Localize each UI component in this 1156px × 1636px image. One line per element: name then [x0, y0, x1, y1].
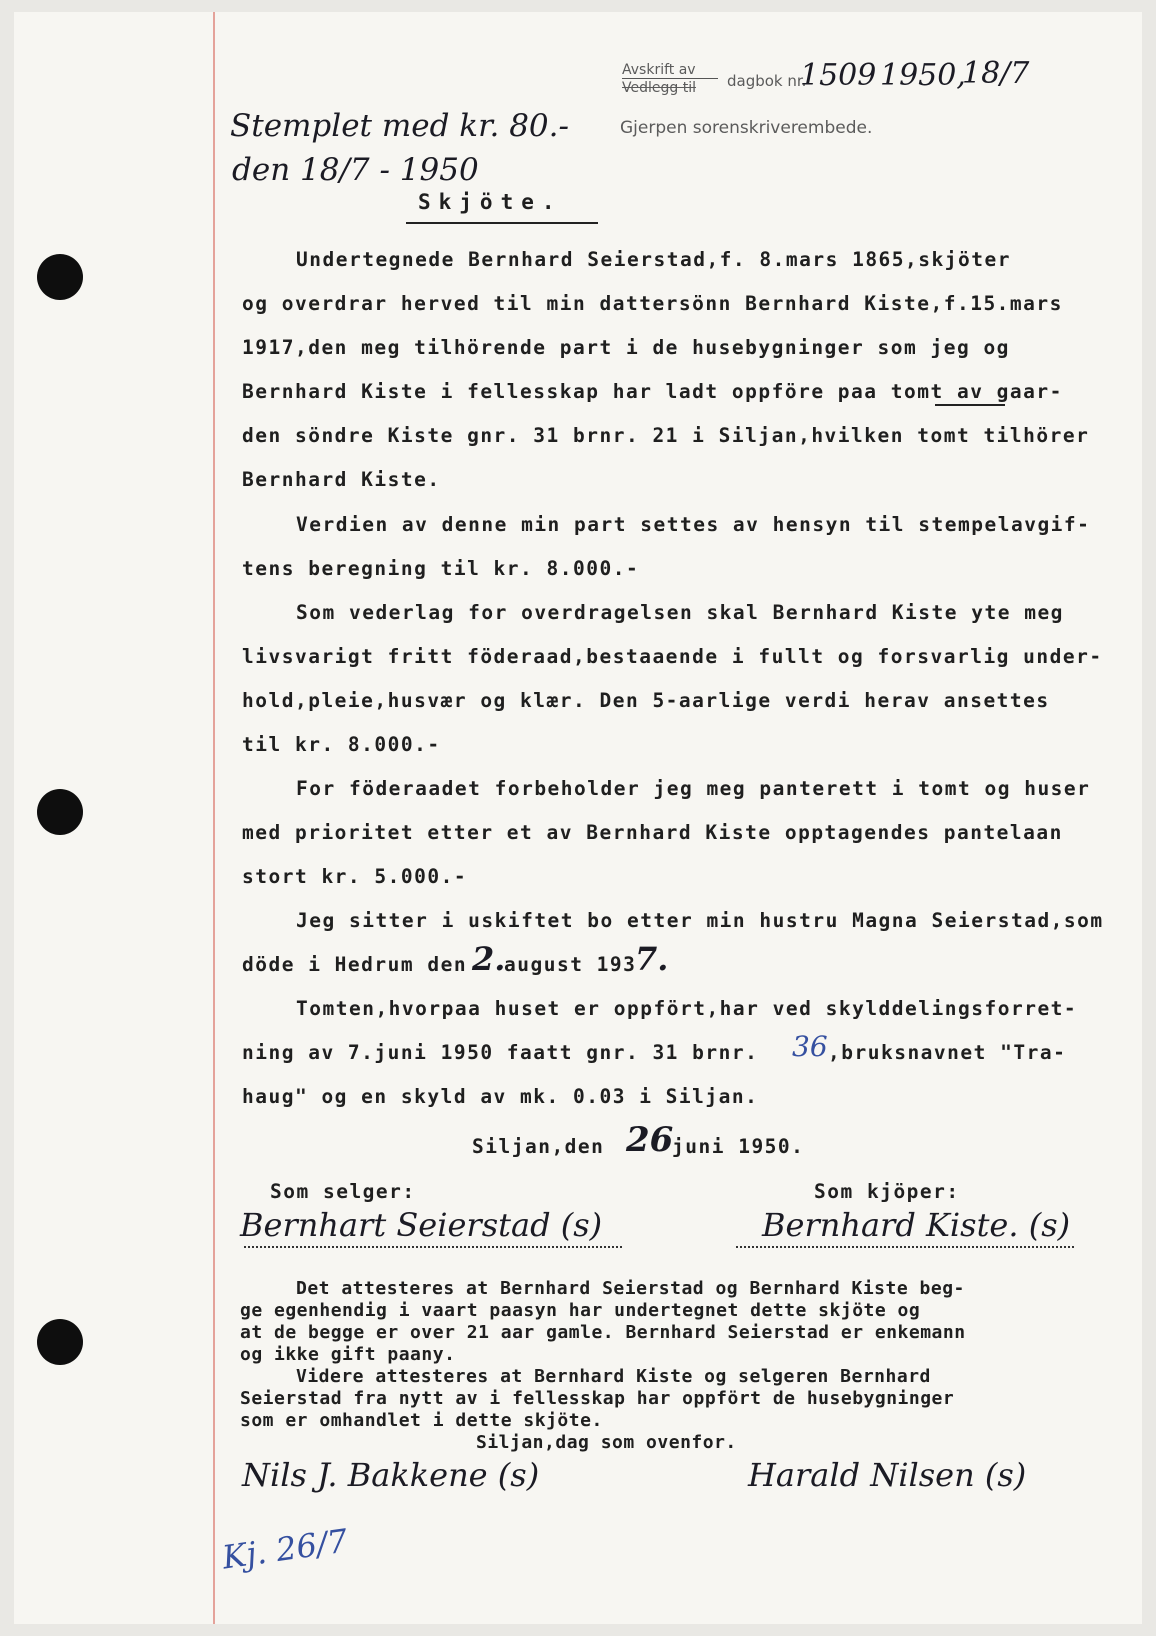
stamp-note-line1: Stemplet med kr. 80.-	[230, 108, 569, 144]
body-line: og overdrar herved til min dattersönn Bernhard Kiste,f.15.mars	[242, 292, 1063, 315]
attest-line: ge egenhendig i vaart paasyn har undertegnet dette skjöte og	[240, 1300, 921, 1321]
attest-line: at de begge er over 21 aar gamle. Bernhard Seierstad er enkemann	[240, 1322, 966, 1343]
stamp-avskrift: Avskrift av	[622, 62, 696, 78]
body-line: den söndre Kiste gnr. 31 brnr. 21 i Siljan,hvilken tomt tilhörer	[242, 424, 1090, 447]
stamp-dagbok-number: 1509	[800, 58, 877, 93]
body-line: hold,pleie,husvær og klær. Den 5-aarlige verdi herav ansettes	[242, 689, 1050, 712]
punch-hole-bottom	[37, 1319, 83, 1365]
buyer-signature-line	[736, 1246, 1074, 1248]
body-line: Jeg sitter i uskiftet bo etter min hustru Magna Seierstad,som	[296, 909, 1104, 932]
buyer-signature: Bernhard Kiste. (s)	[762, 1206, 1071, 1244]
seller-label: Som selger:	[270, 1180, 416, 1203]
body-line: Tomten,hvorpaa huset er oppfört,har ved skylddelingsforret-	[296, 997, 1078, 1020]
body-line: til kr. 8.000.-	[242, 733, 441, 756]
seller-signature-line	[244, 1246, 622, 1248]
attest-line: og ikke gift paany.	[240, 1344, 456, 1365]
body-line: stort kr. 5.000.-	[242, 865, 468, 888]
attest-line: Seierstad fra nytt av i fellesskap har oppfört de husebygninger	[240, 1388, 955, 1409]
stamp-dagbok-label: dagbok nr.	[727, 72, 807, 90]
stamp-year: 1950,	[880, 58, 966, 93]
witness-signature-2: Harald Nilsen (s)	[748, 1456, 1027, 1494]
body-line: ning av 7.juni 1950 faatt gnr. 31 brnr.	[242, 1041, 759, 1064]
body-line: 1917,den meg tilhörende part i de husebygninger som jeg og	[242, 336, 1010, 359]
handwritten-death-year: 7.	[635, 940, 669, 978]
handwritten-sign-day: 26	[626, 1120, 674, 1160]
seller-signature: Bernhart Seierstad (s)	[240, 1206, 603, 1244]
stamp-divider	[622, 78, 718, 79]
body-line: Bernhard Kiste.	[242, 468, 441, 491]
body-line: Som vederlag for overdragelsen skal Bernhard Kiste yte meg	[296, 601, 1064, 624]
body-line: Siljan,den	[472, 1135, 605, 1158]
body-line: Bernhard Kiste i fellesskap har ladt oppföre paa tomt av gaar-	[242, 380, 1063, 403]
witness-signature-1: Nils J. Bakkene (s)	[242, 1456, 540, 1494]
body-line: Undertegnede Bernhard Seierstad,f. 8.mars 1865,skjöter	[296, 248, 1011, 271]
stamp-date-handwritten: 18/7	[962, 56, 1030, 91]
stamp-note-line2: den 18/7 - 1950	[232, 152, 479, 188]
stamp-office: Gjerpen sorenskriverembede.	[620, 118, 873, 138]
handwritten-death-day: 2.	[472, 940, 506, 978]
attest-line: som er omhandlet i dette skjöte.	[240, 1410, 603, 1431]
body-line: livsvarigt fritt föderaad,bestaaende i fullt og forsvarlig under-	[242, 645, 1103, 668]
punch-hole-middle	[37, 789, 83, 835]
body-line: Verdien av denne min part settes av hensyn til stempelavgif-	[296, 513, 1091, 536]
attest-line: Det attesteres at Bernhard Seierstad og Bernhard Kiste beg-	[296, 1278, 965, 1299]
attest-line: Siljan,dag som ovenfor.	[476, 1432, 737, 1453]
body-line: For föderaadet forbeholder jeg meg panterett i tomt og huser	[296, 777, 1091, 800]
body-line: august 193	[504, 953, 637, 976]
title-underline	[406, 222, 598, 224]
body-line: ,bruksnavnet "Tra-	[828, 1041, 1067, 1064]
margin-line	[213, 12, 215, 1624]
stamp-vedlegg: Vedlegg til	[622, 80, 696, 96]
document-title: Skjöte.	[418, 190, 563, 214]
body-line: tens beregning til kr. 8.000.-	[242, 557, 640, 580]
tomt-av-underline	[935, 404, 1005, 406]
body-line: juni 1950.	[672, 1135, 805, 1158]
punch-hole-top	[37, 254, 83, 300]
body-line: döde i Hedrum den	[242, 953, 468, 976]
handwritten-initials: Kj. 26/7	[219, 1521, 351, 1577]
body-line: med prioritet etter et av Bernhard Kiste opptagendes pantelaan	[242, 821, 1063, 844]
buyer-label: Som kjöper:	[814, 1180, 960, 1203]
attest-line: Videre attesteres at Bernhard Kiste og selgeren Bernhard	[296, 1366, 931, 1387]
body-line: haug" og en skyld av mk. 0.03 i Siljan.	[242, 1085, 759, 1108]
handwritten-brnr: 36	[792, 1030, 828, 1063]
